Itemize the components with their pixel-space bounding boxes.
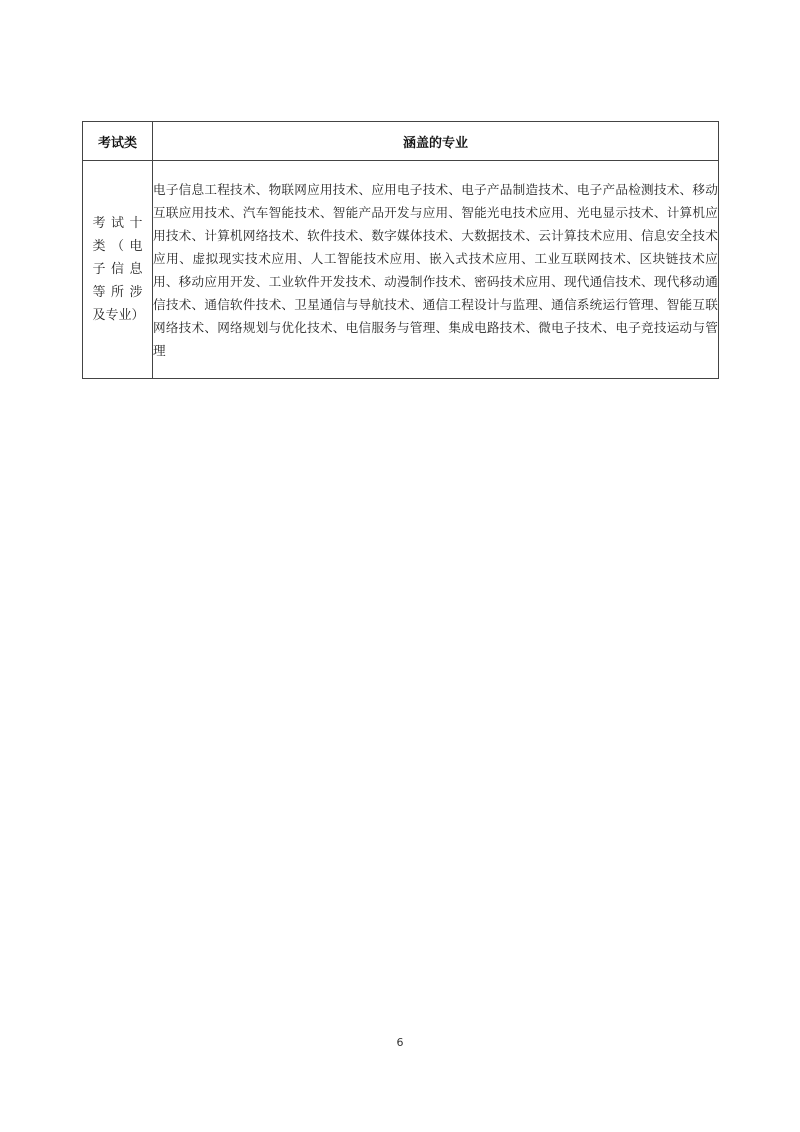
page-number: 6 — [396, 1036, 404, 1049]
header-majors: 涵盖的专业 — [153, 122, 719, 161]
table-row — [83, 161, 719, 379]
majors-table — [82, 121, 719, 379]
table-header-row — [83, 122, 719, 161]
category-cell — [83, 161, 153, 379]
category-label: 考试十类（电子信息等所涉及专业） — [92, 216, 145, 323]
header-category: 考试类 — [83, 122, 153, 161]
majors-cell — [153, 161, 719, 379]
majors-list: 电子信息工程技术、物联网应用技术、应用电子技术、电子产品制造技术、电子产品检测技术、移动互联应用技术、汽车智能技术、智能产品开发与应用、智能光电技术应用、光电显示技术、计算机应用技术、计算机网络技术、软件技术、数字媒体技术、大数据技术、云计算技术应用、信息安全技术应用、虚拟现实技术应用、人工智能技术应用、嵌入式技术应用、工业互联网技术、区块链技术应用、移动应用开发、工业软件开发技术、动漫制作技术、密码技术应用、现代通信技术、现代移动通信技术、通信软件技术、卫星通信与导航技术、通信工程设计与监理、通信系统运行管理、智能互联网络技术、网络规划与优化技术、电信服务与管理、集成电路技术、微电子技术、电子竞技运动与管理 — [153, 181, 718, 358]
